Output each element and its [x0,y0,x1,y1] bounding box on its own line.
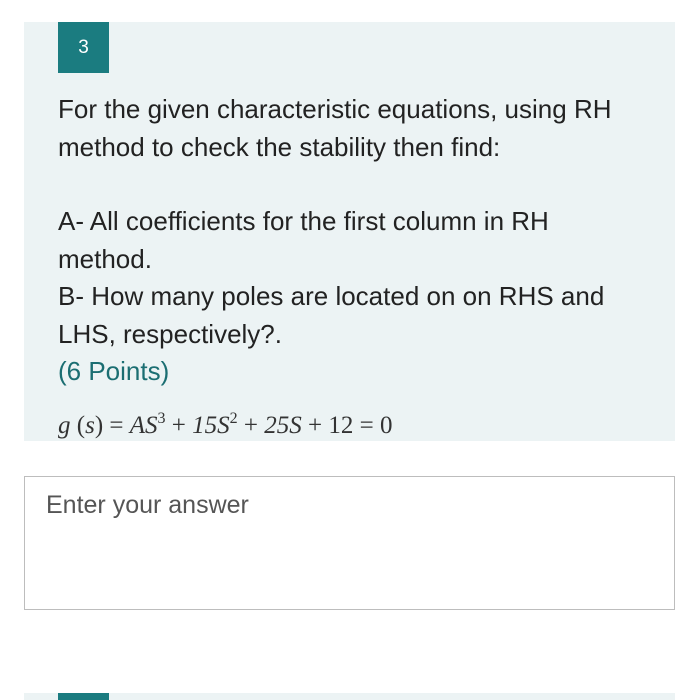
eq-arg: (s) [76,412,104,439]
question-intro: For the given characteristic equations, using RH method to check the stability then find: [58,94,612,162]
next-question-badge-edge [58,693,109,700]
question-part-b: B- How many poles are located on on RHS and LHS, respectively?. [58,281,605,349]
question-part-a: A- All coefficients for the first column in RH method. [58,206,549,274]
eq-plus-3: + [308,412,323,439]
eq-func: g [58,412,71,439]
eq-equals-2: = [359,412,374,439]
characteristic-equation [58,412,392,440]
question-spacer [58,166,648,203]
eq-equals-1: = [109,412,124,439]
eq-term-3: 25S [264,412,302,439]
next-question-card-edge [24,693,675,700]
eq-plus-2: + [243,412,258,439]
eq-rhs: 0 [379,412,393,439]
question-number: 3 [78,36,89,58]
question-number-badge [58,22,109,73]
answer-input[interactable] [24,476,675,610]
question-points: (6 Points) [58,356,170,386]
answer-placeholder: Enter your answer [46,491,249,519]
question-card [24,22,675,441]
eq-plus-1: + [171,412,186,439]
eq-term-4: 12 [328,412,354,439]
eq-term-2: $15S^2$ [192,410,238,439]
eq-term-1: $AS^3$ [129,410,166,439]
question-text [58,91,648,391]
